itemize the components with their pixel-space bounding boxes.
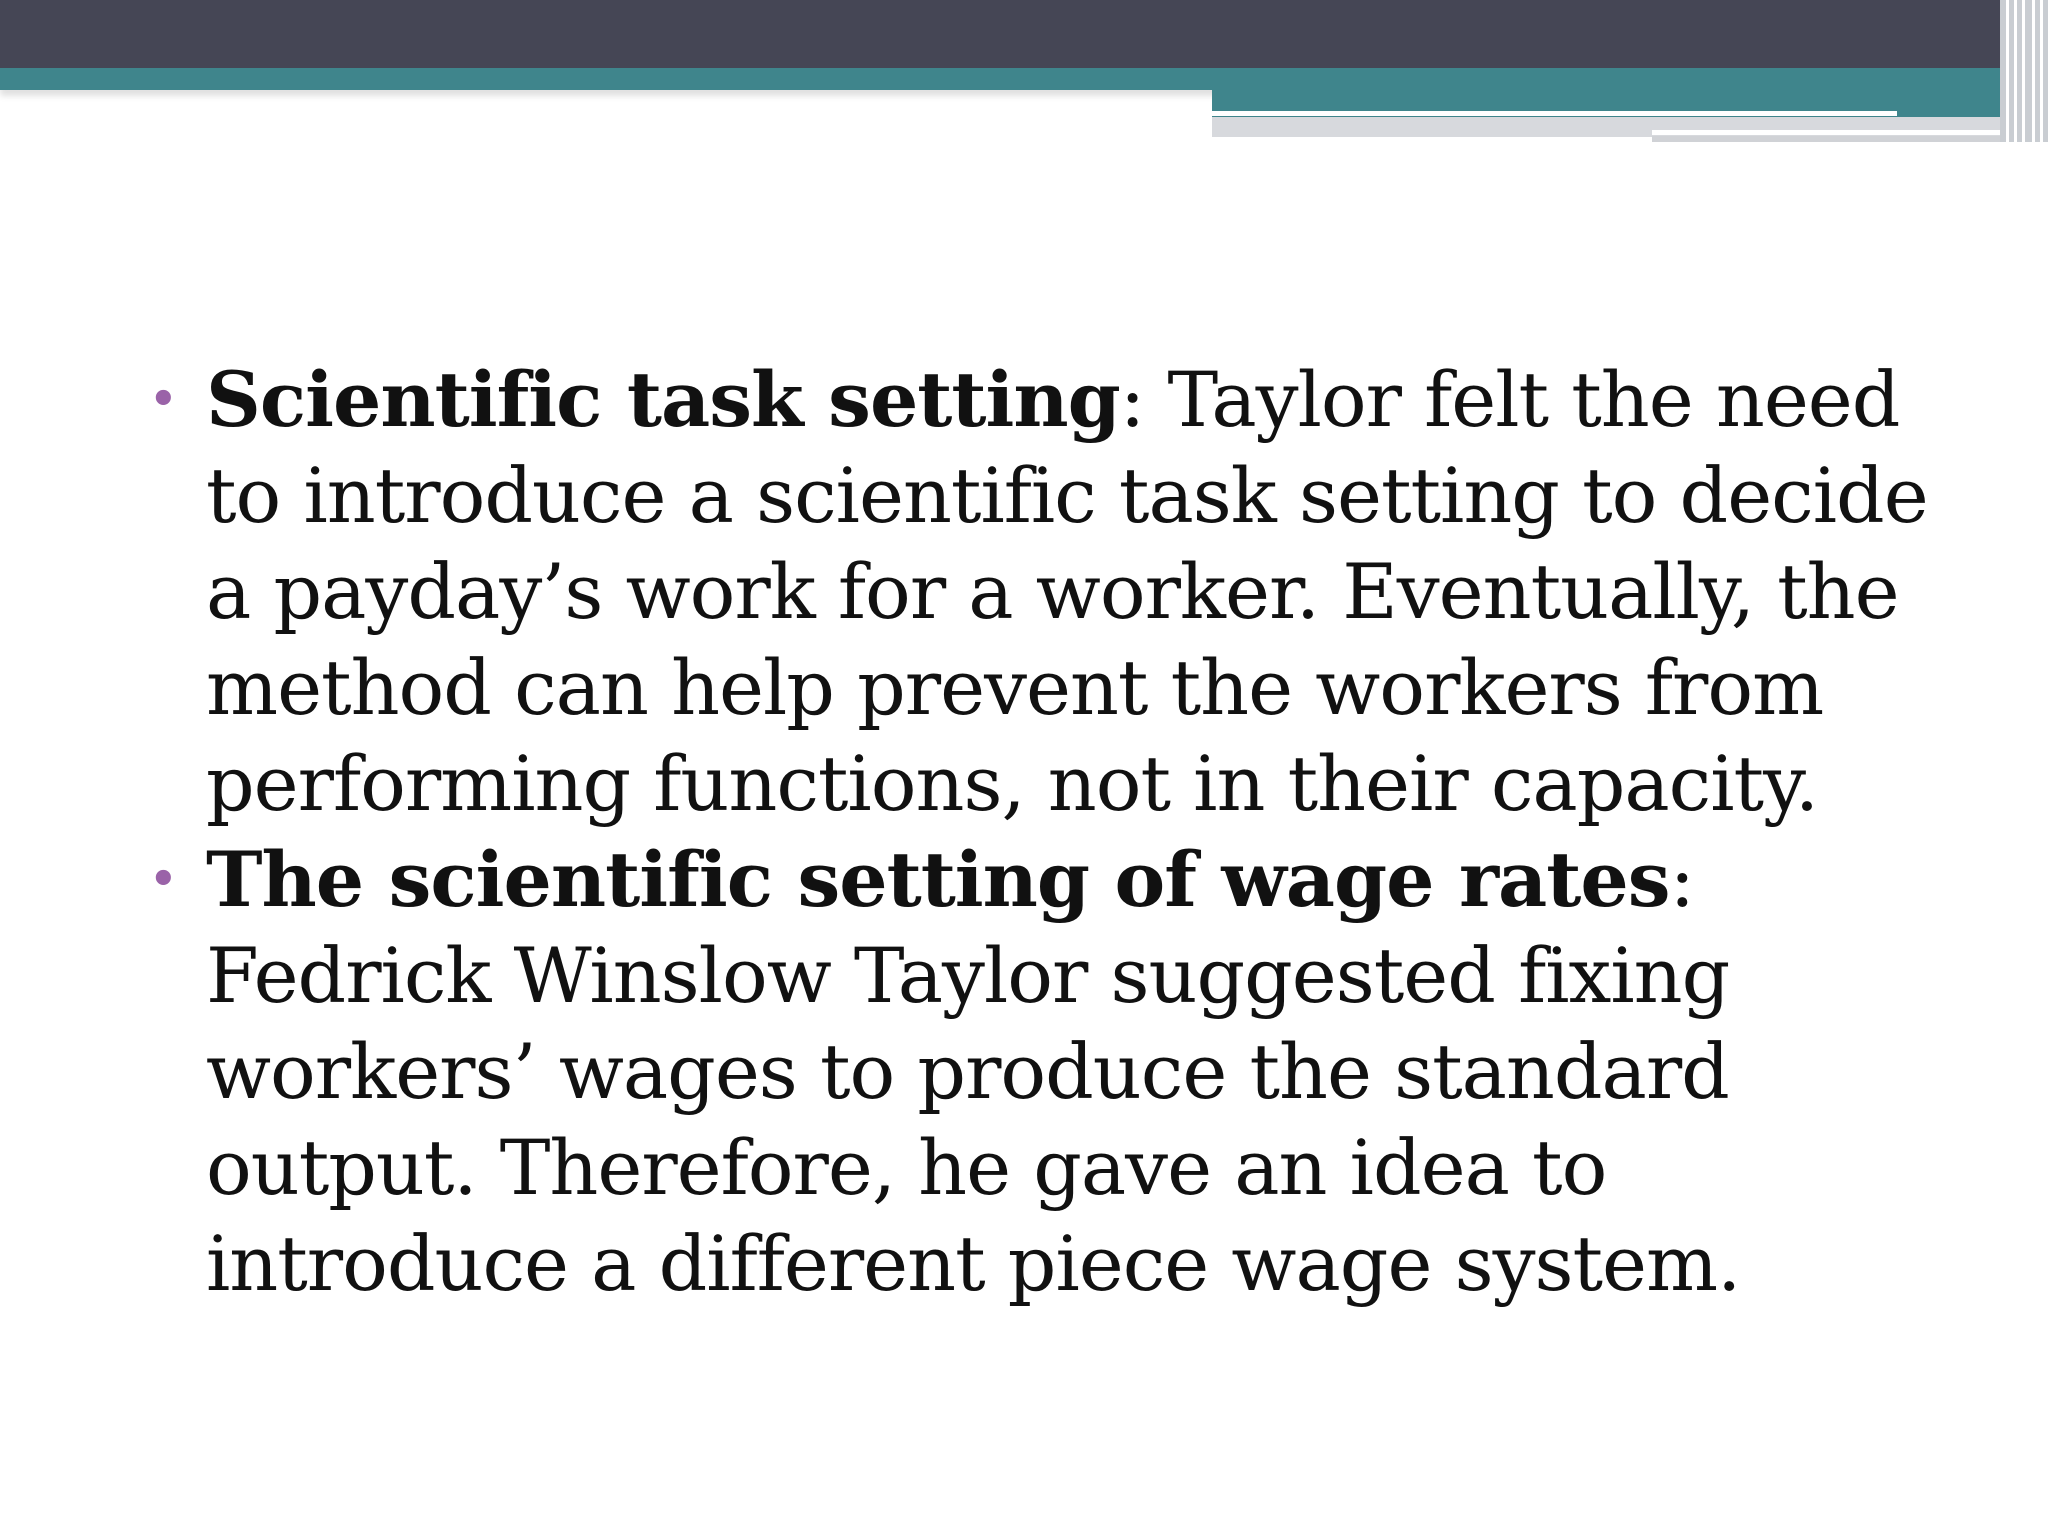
bullet-text: : Taylor felt the need to introduce a scientific task setting to decide a payday’s work for a worker. Eventually, the method can help prevent the workers from performing functions, not in their capacity. xyxy=(206,355,1928,828)
bullet-term: The scientific setting of wage rates xyxy=(206,835,1670,924)
vertical-bar xyxy=(2032,0,2035,142)
header-vertical-bars xyxy=(2000,0,2048,142)
header-accent-line xyxy=(1212,111,1897,116)
vertical-bar xyxy=(2022,0,2025,142)
bullet-text: : Fedrick Winslow Taylor suggested fixing workers’ wages to produce the standard output. Therefore, he gave an idea to introduce a different piece wage system. xyxy=(206,835,1741,1308)
bullet-dot-icon: • xyxy=(148,850,178,910)
slide-body xyxy=(140,352,1940,1312)
bullet-term: Scientific task setting xyxy=(206,355,1120,444)
bullet-dot-icon: • xyxy=(148,370,178,430)
bullet-item xyxy=(140,352,1940,832)
bullet-item xyxy=(140,832,1940,1312)
header-band-teal xyxy=(0,68,2048,90)
vertical-bar xyxy=(2014,0,2017,142)
vertical-bar xyxy=(2006,0,2009,142)
header-band-dark xyxy=(0,0,2048,68)
vertical-bar xyxy=(2040,0,2043,142)
header-accent-line xyxy=(1652,130,2008,135)
bullet-list xyxy=(140,352,1940,1312)
header-accent-line xyxy=(1652,136,2008,142)
